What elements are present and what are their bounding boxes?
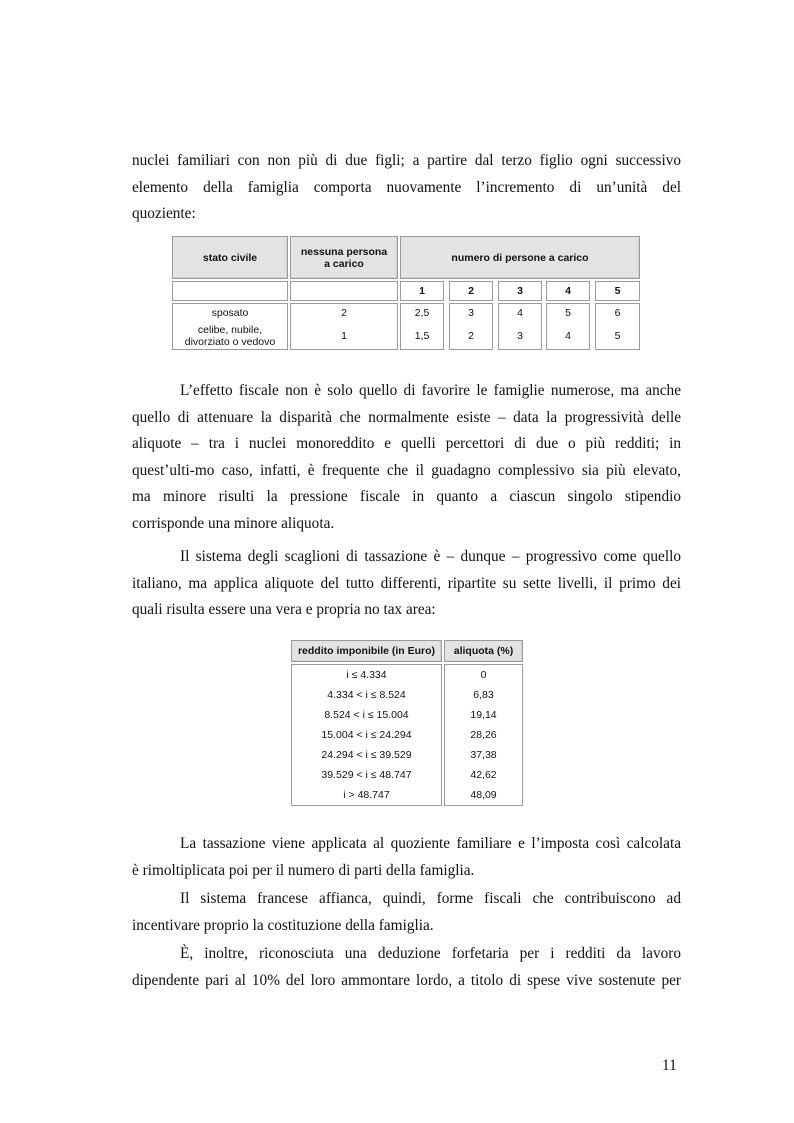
bracket-cell: 8.524 < i ≤ 15.004 — [324, 709, 409, 721]
rate-cell: 19,14 — [470, 709, 497, 721]
bracket-cell: 4.334 < i ≤ 8.524 — [327, 689, 406, 701]
text-line: È, inoltre, riconosciuta una deduzione forfetaria per i redditi da lavoro — [180, 945, 681, 962]
row-label: celibe, nubile, divorziato o vedovo — [184, 324, 276, 348]
text-line: è rimoltiplicata poi per il numero di parti della famiglia. — [132, 861, 475, 879]
bracket-cell: 24.294 < i ≤ 39.529 — [321, 749, 412, 761]
rate-cell: 42,62 — [470, 769, 497, 781]
page-number: 11 — [662, 1057, 677, 1074]
bracket-cell: 39.529 < i ≤ 48.747 — [321, 769, 412, 781]
table-cell: 1,5 — [414, 330, 430, 342]
table-cell: 3 — [468, 307, 474, 319]
number-header: 1 — [400, 281, 444, 301]
paragraph-4 — [132, 831, 681, 884]
text-line: corrisponde una minore aliquota. — [132, 514, 335, 532]
text-line: quest’ulti-mo caso, infatti, è frequente che il guadagno complessivo sia più elevato, — [132, 461, 681, 479]
text-line: Il sistema francese affianca, quindi, forme fiscali che contribuiscono ad — [180, 890, 681, 907]
rate-cell: 37,38 — [470, 749, 497, 761]
rate-cell: 48,09 — [470, 789, 497, 801]
text-line: quello di attenuare la disparità che normalmente esiste – data la progressività delle — [132, 408, 681, 426]
text-line: nuclei familiari con non più di due figli; a partire dal terzo figlio ogni successivo — [132, 152, 681, 169]
paragraph-3 — [132, 544, 681, 624]
rate-cell: 6,83 — [473, 689, 494, 701]
text-line: aliquote – tra i nuclei monoreddito e quelli percettori di due o più redditi; in — [132, 435, 681, 452]
number-header: 4 — [546, 281, 590, 301]
text-line: ma minore risulti la pressione fiscale in quanto a ciascun singolo stipendio — [132, 488, 681, 505]
table-cell: 3 — [517, 330, 523, 342]
row-label: sposato — [211, 307, 249, 319]
empty-cell — [290, 281, 398, 301]
text-line: quoziente: — [132, 205, 196, 222]
rates-column — [444, 664, 523, 806]
table-cell: 4 — [565, 330, 571, 342]
tax-brackets-table — [291, 640, 523, 806]
empty-cell — [172, 281, 288, 301]
table-cell: 2,5 — [414, 307, 430, 319]
header-aliquota: aliquota (%) — [444, 640, 523, 662]
paragraph-5 — [132, 886, 681, 939]
brackets-column — [291, 664, 442, 806]
table-cell: 4 — [517, 307, 523, 319]
table-cell: 1 — [341, 330, 347, 342]
text-line: elemento della famiglia comporta nuovamente l’incremento di un’unità del — [132, 178, 681, 196]
text-line: quali risulta essere una vera e propria no tax area: — [132, 601, 436, 618]
text-line: L’effetto fiscale non è solo quello di favorire le famiglie numerose, ma anche — [180, 382, 681, 399]
bracket-cell: i ≤ 4.334 — [346, 669, 387, 681]
table-cell: 6 — [614, 307, 621, 319]
text-line: Il sistema degli scaglioni di tassazione è – dunque – progressivo come quello — [180, 548, 681, 565]
table-cell: 2 — [468, 330, 474, 342]
paragraph-6 — [132, 941, 681, 994]
rate-cell: 0 — [480, 669, 487, 681]
table-cell: 5 — [565, 307, 571, 319]
bracket-cell: 15.004 < i ≤ 24.294 — [321, 729, 412, 741]
number-header: 3 — [498, 281, 542, 301]
paragraph-1 — [132, 148, 681, 228]
dependents-table — [172, 236, 640, 350]
text-line: incentivare proprio la costituzione della famiglia. — [132, 916, 434, 934]
table-cell: 5 — [614, 330, 621, 342]
header-reddito: reddito imponibile (in Euro) — [291, 640, 442, 662]
number-header: 5 — [595, 281, 640, 301]
header-numero-persone: numero di persone a carico — [400, 236, 640, 279]
text-line: dipendente pari al 10% del loro ammontare lordo, a titolo di spese vive sostenute per — [132, 971, 681, 989]
header-stato-civile: stato civile — [172, 236, 288, 279]
paragraph-2 — [132, 378, 681, 537]
header-nessuna-persona: nessuna persona a carico — [290, 236, 398, 279]
text-line: La tassazione viene applicata al quoziente familiare e l’imposta così calcolata — [180, 835, 681, 852]
number-header: 2 — [449, 281, 493, 301]
rate-cell: 28,26 — [470, 729, 497, 741]
table-cell: 2 — [341, 307, 347, 319]
text-line: italiano, ma applica aliquote del tutto differenti, ripartite su sette livelli, il primo dei — [132, 574, 681, 592]
bracket-cell: i > 48.747 — [343, 789, 390, 801]
